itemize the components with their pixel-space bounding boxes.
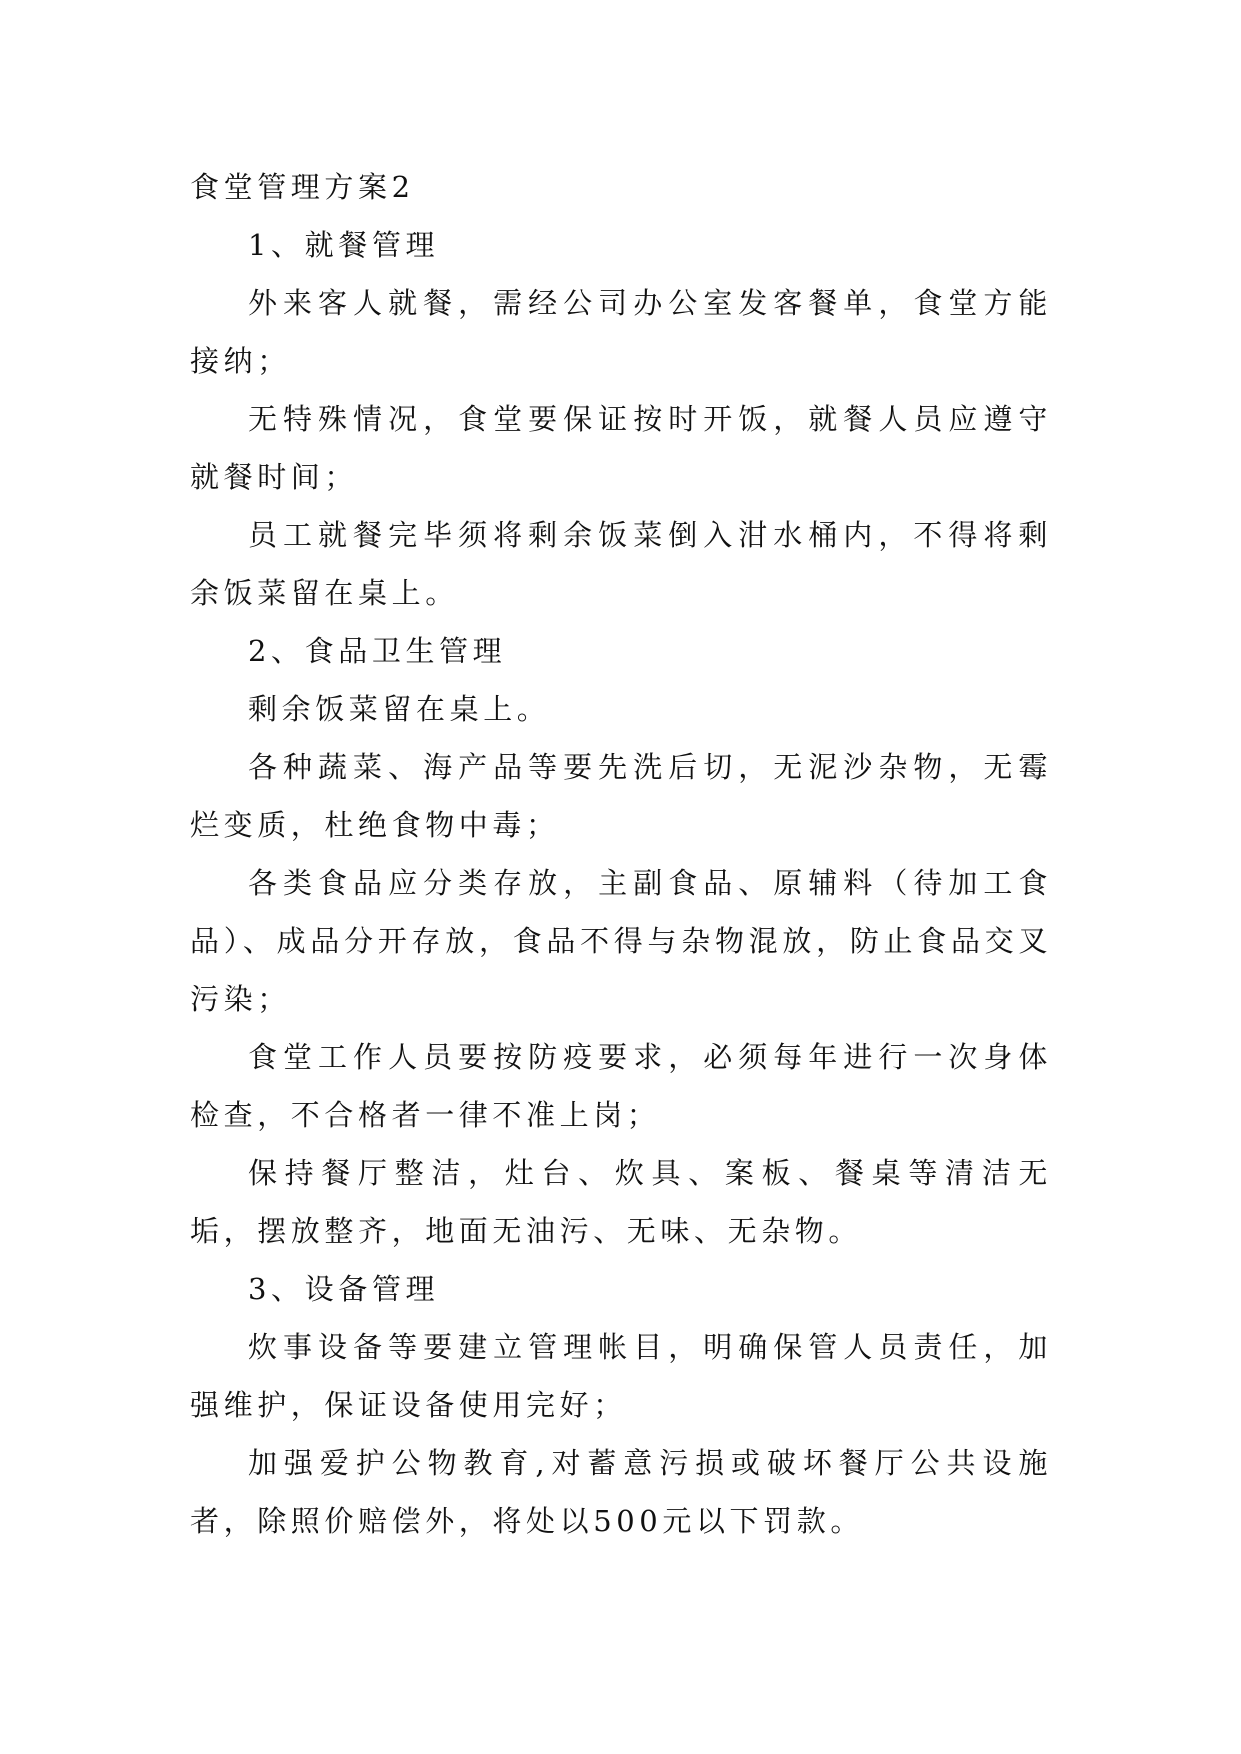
section-heading-equipment: 3、设备管理 (248, 1272, 440, 1306)
paragraph: 各种蔬菜、海产品等要先洗后切，无泥沙杂物，无霉烂变质，杜绝食物中毒； (190, 750, 1052, 842)
paragraph: 加强爱护公物教育,对蓄意污损或破坏餐厅公共设施者，除照价赔偿外，将处以500元以下罚款。 (190, 1446, 1052, 1538)
paragraph: 食堂工作人员要按防疫要求，必须每年进行一次身体检查，不合格者一律不准上岗； (190, 1040, 1052, 1132)
paragraph: 外来客人就餐，需经公司办公室发客餐单，食堂方能接纳； (190, 286, 1052, 378)
section-heading-dining: 1、就餐管理 (248, 228, 440, 262)
paragraph: 保持餐厅整洁，灶台、炊具、案板、餐桌等清洁无垢，摆放整齐，地面无油污、无味、无杂物。 (190, 1156, 1052, 1248)
paragraph: 员工就餐完毕须将剩余饭菜倒入泔水桶内，不得将剩余饭菜留在桌上。 (190, 518, 1052, 610)
document-title: 食堂管理方案2 (190, 170, 415, 204)
paragraph: 无特殊情况，食堂要保证按时开饭，就餐人员应遵守就餐时间； (190, 402, 1052, 494)
paragraph: 各类食品应分类存放，主副食品、原辅料（待加工食品）、成品分开存放，食品不得与杂物混放，防止食品交叉污染； (190, 866, 1052, 1016)
document-page (190, 158, 1052, 1550)
paragraph: 炊事设备等要建立管理帐目，明确保管人员责任，加强维护，保证设备使用完好； (190, 1330, 1052, 1422)
paragraph: 剩余饭菜留在桌上。 (248, 692, 551, 726)
section-heading-food-hygiene: 2、食品卫生管理 (248, 634, 507, 668)
